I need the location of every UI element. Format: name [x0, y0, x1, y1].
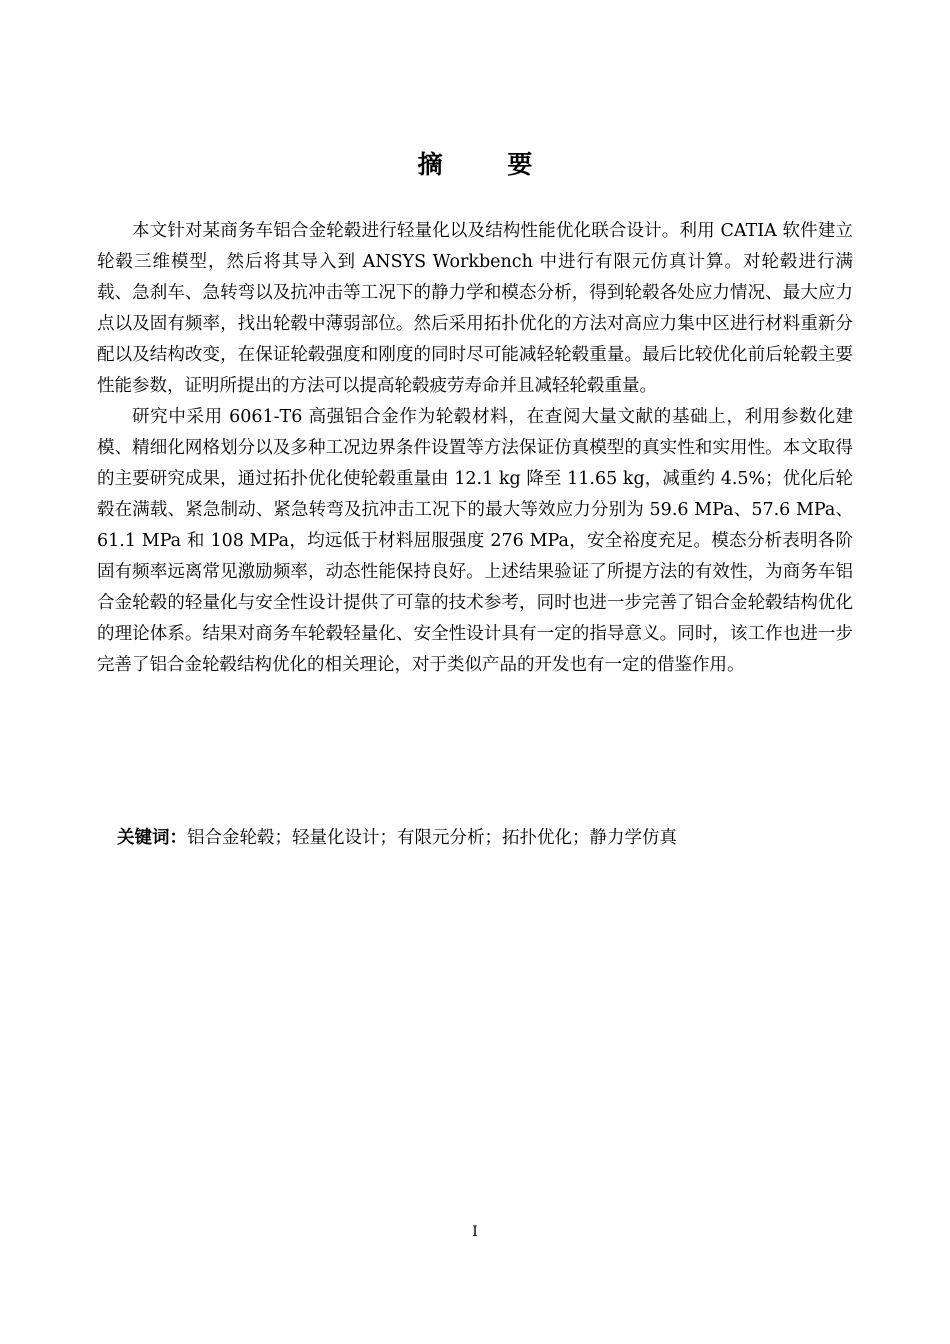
- keywords-text: 铝合金轮毂；轻量化设计；有限元分析；拓扑优化；静力学仿真: [187, 828, 677, 848]
- page-title: 摘 要: [417, 150, 561, 179]
- abstract-paragraph-2: 研究中采用 6061-T6 高强铝合金作为轮毂材料，在查阅大量文献的基础上，利用参数化建模、精细化网格划分以及多种工况边界条件设置等方法保证仿真模型的真实性和实用性。本文取得的主要研究成果，通过拓扑优化使轮毂重量由 12.1 kg 降至 11.65 kg，减重约 4.5%；优化后轮毂在满载、紧急制动、紧急转弯及抗冲击工况下的最大等效应力分别为 59.6 MPa、57.6 MPa、61.1 MPa 和 108 MPa，均远低于材料屈服强度 276 MPa，安全裕度充足。模态分析表明各阶固有频率远离常见激励频率，动态性能保持良好。上述结果验证了所提方法的有效性，为商务车铝合金轮毂的轻量化与安全性设计提供了可靠的技术参考，同时也进一步完善了铝合金轮毂结构优化的理论体系。结果对商务车轮毂轻量化、安全性设计具有一定的指导意义。同时，该工作也进一步完善了铝合金轮毂结构优化的相关理论，对于类似产品的开发也有一定的借鉴作用。: [97, 407, 853, 675]
- keywords-line: [117, 823, 857, 854]
- keywords-label: 关键词：: [117, 828, 187, 848]
- page-number: I: [472, 1224, 478, 1240]
- abstract-body: [97, 216, 853, 681]
- abstract-paragraph-1: 本文针对某商务车铝合金轮毂进行轻量化以及结构性能优化联合设计。利用 CATIA 软件建立轮毂三维模型，然后将其导入到 ANSYS Workbench 中进行有限元仿真计算。对轮毂进行满载、急刹车、急转弯以及抗冲击等工况下的静力学和模态分析，得到轮毂各处应力情况、最大应力点以及固有频率，找出轮毂中薄弱部位。然后采用拓扑优化的方法对高应力集中区进行材料重新分配以及结构改变，在保证轮毂强度和刚度的同时尽可能减轻轮毂重量。最后比较优化前后轮毂主要性能参数，证明所提出的方法可以提高轮毂疲劳寿命并且减轻轮毂重量。: [97, 221, 853, 396]
